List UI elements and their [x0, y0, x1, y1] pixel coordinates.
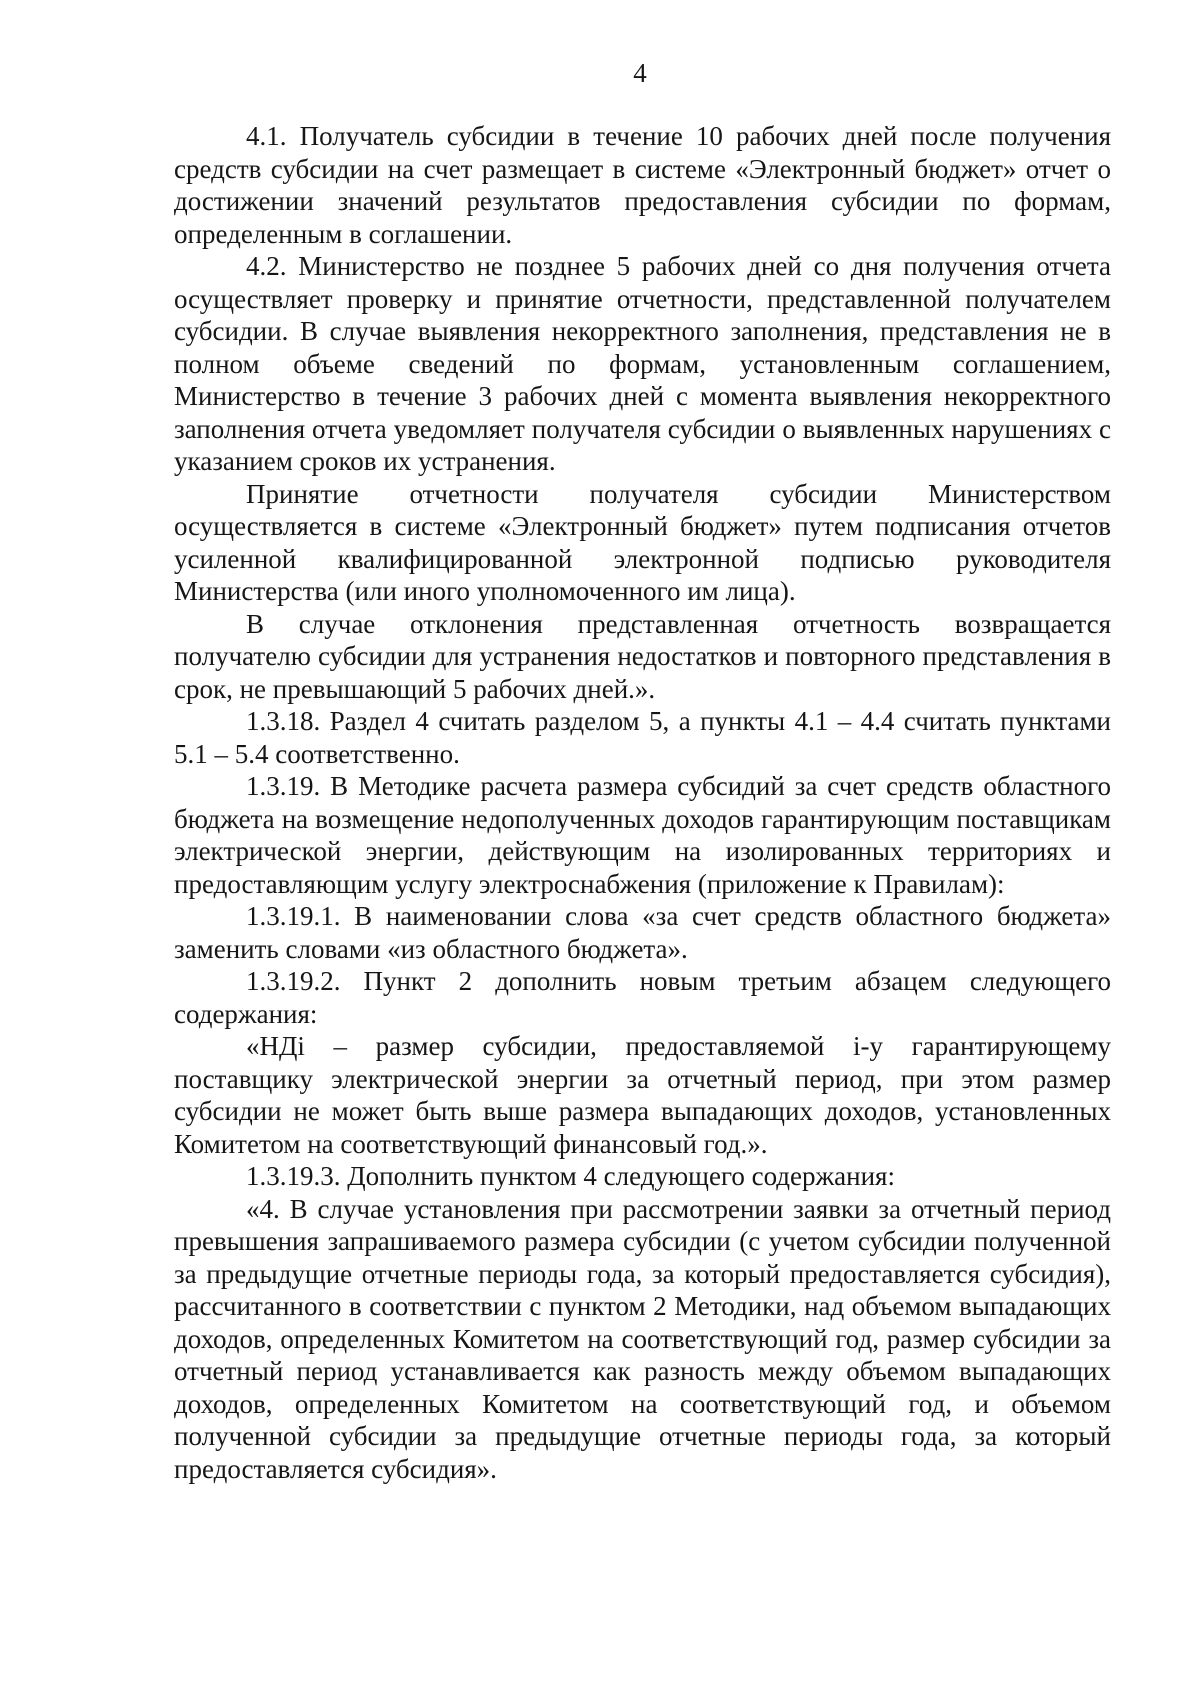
paragraph-item-4: «4. В случае установления при рассмотрении заявки за отчетный период превышения запрашиваемого размера субсидии (с учетом субсидии полученной за предыдущие отчетные периоды года, за который предоставляется субсидия), рассчитанного в соответствии с пунктом 2 Методики, над объемом выпадающих доходов, определенных Комитетом на соответствующий год, размер субсидии за отчетный период устанавливается как разность между объемом выпадающих доходов, определенных Комитетом на соответствующий год, и объемом полученной субсидии за предыдущие отчетные периоды года, за который предоставляется субсидия». [174, 1193, 1111, 1484]
page-number: 4 [633, 58, 647, 88]
paragraph-1-3-19-2: 1.3.19.2. Пункт 2 дополнить новым третьим абзацем следующего содержания: [174, 966, 1111, 1029]
paragraph-1-3-19-1: 1.3.19.1. В наименовании слова «за счет средств областного бюджета» заменить словами «из областного бюджета». [174, 901, 1111, 964]
paragraph-1-3-19: 1.3.19. В Методике расчета размера субсидий за счет средств областного бюджета на возмещение недополученных доходов гарантирующим поставщикам электрической энергии, действующим на изолированных территориях и предоставляющим услугу электроснабжения (приложение к Правилам): [174, 771, 1111, 899]
document-body [174, 120, 1111, 1485]
paragraph-report-rejection: В случае отклонения представленная отчетность возвращается получателю субсидии для устранения недостатков и повторного представления в срок, не превышающий 5 рабочих дней.». [174, 608, 1111, 704]
paragraph-1-3-18: 1.3.18. Раздел 4 считать разделом 5, а пункты 4.1 – 4.4 считать пунктами 5.1 – 5.4 соответственно. [174, 706, 1111, 769]
paragraph-1-3-19-3: 1.3.19.3. Дополнить пунктом 4 следующего содержания: [246, 1161, 895, 1191]
paragraph-4-2: 4.2. Министерство не позднее 5 рабочих дней со дня получения отчета осуществляет проверку и принятие отчетности, представленной получателем субсидии. В случае выявления некорректного заполнения, представления не в полном объеме сведений по формам, установленным соглашением, Министерство в течение 3 рабочих дней с момента выявления некорректного заполнения отчета уведомляет получателя субсидии о выявленных нарушениях с указанием сроков их устранения. [174, 251, 1111, 476]
paragraph-report-acceptance: Принятие отчетности получателя субсидии Министерством осуществляется в системе «Электронный бюджет» путем подписания отчетов усиленной квалифицированной электронной подписью руководителя Министерства (или иного уполномоченного им лица). [174, 478, 1111, 606]
paragraph-4-1: 4.1. Получатель субсидии в течение 10 рабочих дней после получения средств субсидии на счет размещает в системе «Электронный бюджет» отчет о достижении значений результатов предоставления субсидии по формам, определенным в соглашении. [174, 121, 1111, 249]
paragraph-ndi-definition: «НДi – размер субсидии, предоставляемой i-у гарантирующему поставщику электрической энергии за отчетный период, при этом размер субсидии не может быть выше размера выпадающих доходов, установленных Комитетом на соответствующий финансовый год.». [174, 1031, 1111, 1159]
